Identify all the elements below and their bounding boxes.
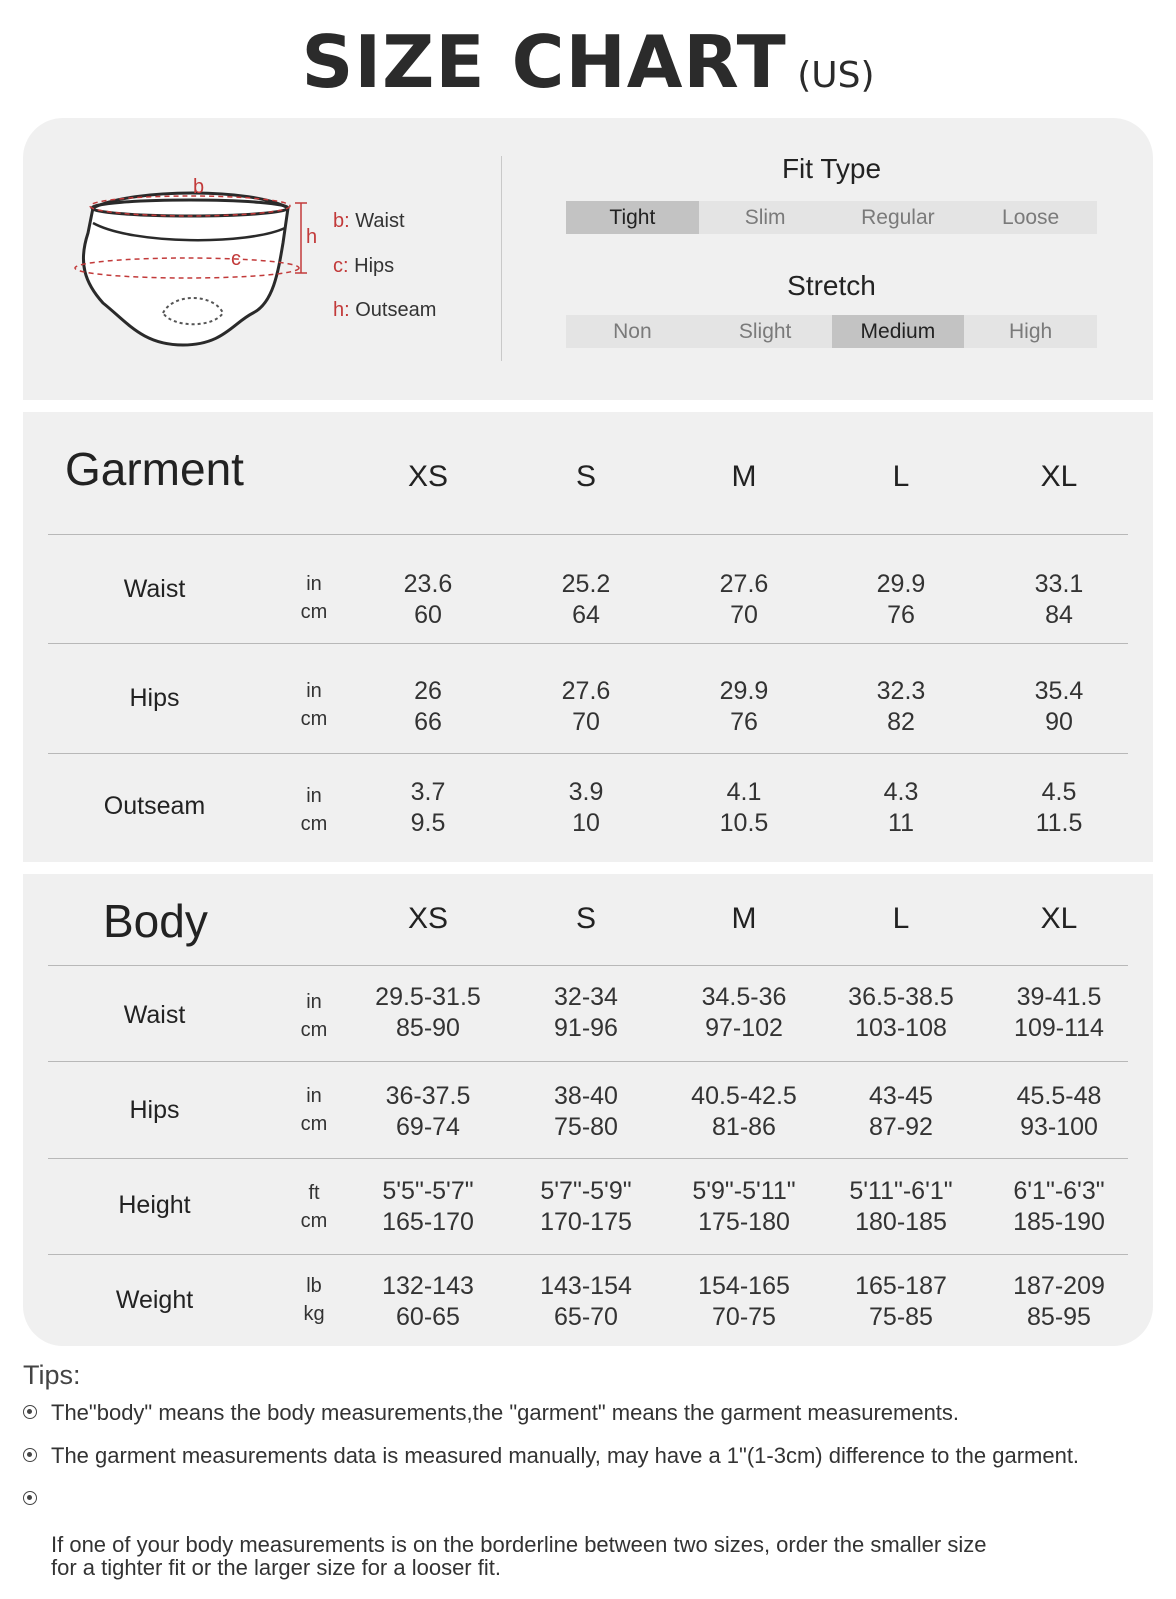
title-sub: (US) (797, 55, 875, 96)
fit-option-regular: Regular (861, 206, 935, 229)
table-cell: 36-37.5 69-74 (385, 1082, 471, 1141)
table-cell: 3.9 10 (568, 778, 604, 837)
table-cell: 35.4 90 (1034, 677, 1084, 736)
size-header: M (731, 460, 757, 493)
table-cell: 5'7"-5'9" 170-175 (540, 1177, 632, 1236)
info-panel (23, 118, 1153, 400)
table-cell: 5'9"-5'11" 175-180 (692, 1177, 796, 1236)
garment-table (23, 412, 1153, 862)
stretch-option-medium: Medium (832, 315, 965, 348)
body-title: Body (103, 895, 208, 947)
row-label: Outseam (103, 792, 206, 820)
row-divider (48, 753, 1128, 754)
row-units: in cm (300, 785, 328, 835)
table-cell: 4.3 11 (883, 778, 919, 837)
size-header: XL (1040, 460, 1078, 493)
row-label: Hips (129, 1096, 180, 1124)
table-cell: 32.3 82 (876, 677, 926, 736)
row-label: Waist (123, 1001, 186, 1029)
garment-title: Garment (65, 443, 244, 495)
table-cell: 29.9 76 (876, 570, 926, 629)
tip-item (23, 1487, 1163, 1579)
table-cell: 5'11"-6'1" 180-185 (849, 1177, 953, 1236)
fit-option-slim: Slim (744, 206, 786, 229)
row-units: ft cm (300, 1182, 328, 1232)
row-divider (48, 1061, 1128, 1062)
fit-type-title: Fit Type (781, 153, 882, 184)
stretch-option-non: Non (613, 320, 652, 343)
fit-option-loose: Loose (1002, 206, 1060, 229)
table-cell: 43-45 87-92 (869, 1082, 933, 1141)
tip-item (23, 1401, 1163, 1424)
table-cell: 4.1 10.5 (719, 778, 769, 837)
table-cell: 45.5-48 93-100 (1016, 1082, 1102, 1141)
table-cell: 143-154 65-70 (540, 1272, 632, 1331)
table-cell: 27.6 70 (561, 677, 611, 736)
row-label: Height (118, 1191, 191, 1219)
diagram-legend (333, 210, 436, 344)
row-units: in cm (300, 573, 328, 623)
stretch-title: Stretch (787, 270, 876, 301)
row-label: Hips (129, 684, 180, 712)
legend-item-waist: b: Waist (333, 210, 405, 232)
table-cell: 29.5-31.5 85-90 (375, 983, 481, 1042)
row-divider (48, 1158, 1128, 1159)
table-cell: 33.1 84 (1034, 570, 1084, 629)
table-cell: 4.5 11.5 (1035, 778, 1083, 837)
title-main: SIZE CHART (301, 20, 787, 104)
size-header: L (892, 902, 910, 935)
radio-bullet-icon (23, 1405, 37, 1419)
row-units: lb kg (303, 1275, 325, 1325)
tips-section (23, 1360, 1163, 1599)
table-cell: 40.5-42.5 81-86 (691, 1082, 797, 1141)
row-units: in cm (300, 680, 328, 730)
table-cell: 3.7 9.5 (410, 778, 446, 837)
tip-item (23, 1444, 1163, 1467)
table-cell: 154-165 70-75 (698, 1272, 790, 1331)
table-cell: 23.6 60 (403, 570, 453, 629)
table-cell: 132-143 60-65 (382, 1272, 474, 1331)
size-header: M (731, 902, 757, 935)
diagram-label-c: c (231, 248, 241, 270)
table-cell: 6'1"-6'3" 185-190 (1013, 1177, 1105, 1236)
table-cell: 5'5"-5'7" 165-170 (382, 1177, 474, 1236)
fit-type-bar (566, 201, 1097, 234)
row-divider (48, 965, 1128, 966)
legend-item-hips: c: Hips (333, 254, 395, 277)
table-cell: 165-187 75-85 (855, 1272, 947, 1331)
table-cell: 29.9 76 (719, 677, 769, 736)
tips-title: Tips: (23, 1360, 81, 1390)
tip-text: The"body" means the body measurements,the "garment" means the garment measurements. (51, 1400, 960, 1425)
table-cell: 27.6 70 (719, 570, 769, 629)
size-header: XL (1040, 902, 1078, 935)
row-divider (48, 643, 1128, 644)
row-divider (48, 1254, 1128, 1255)
size-header: S (575, 902, 596, 935)
radio-bullet-icon (23, 1448, 37, 1462)
tip-text: The garment measurements data is measured manually, may have a 1"(1-3cm) difference to the garment. (51, 1443, 1080, 1468)
row-label: Waist (123, 575, 186, 603)
row-label: Weight (115, 1286, 194, 1314)
table-cell: 34.5-36 97-102 (701, 983, 787, 1042)
size-header: XS (407, 902, 449, 935)
row-divider (48, 534, 1128, 535)
size-header: XS (407, 460, 449, 493)
table-cell: 26 66 (414, 677, 442, 736)
size-header: S (575, 460, 596, 493)
table-cell: 36.5-38.5 103-108 (848, 983, 954, 1042)
briefs-diagram-icon (73, 173, 323, 423)
fit-option-tight: Tight (566, 201, 699, 234)
stretch-option-high: High (1009, 320, 1053, 343)
table-cell: 38-40 75-80 (554, 1082, 618, 1141)
size-header: L (892, 460, 910, 493)
stretch-bar (566, 315, 1097, 348)
table-cell: 32-34 91-96 (554, 983, 618, 1042)
divider (501, 156, 502, 361)
stretch-option-slight: Slight (738, 320, 792, 343)
table-cell: 187-209 85-95 (1013, 1272, 1105, 1331)
radio-bullet-icon (23, 1491, 37, 1505)
row-units: in cm (300, 991, 328, 1041)
diagram-label-b: b (193, 176, 205, 198)
table-cell: 39-41.5 109-114 (1014, 983, 1104, 1042)
diagram-label-h: h (306, 226, 318, 248)
body-table (23, 874, 1153, 1346)
table-cell: 25.2 64 (561, 570, 611, 629)
page-title (0, 20, 1176, 104)
legend-item-outseam: h: Outseam (333, 299, 437, 321)
row-units: in cm (300, 1085, 328, 1135)
tip-text: If one of your body measurements is on the borderline between two sizes, order the smaller size for a tighter fit or the larger size for a looser fit. (51, 1532, 987, 1580)
